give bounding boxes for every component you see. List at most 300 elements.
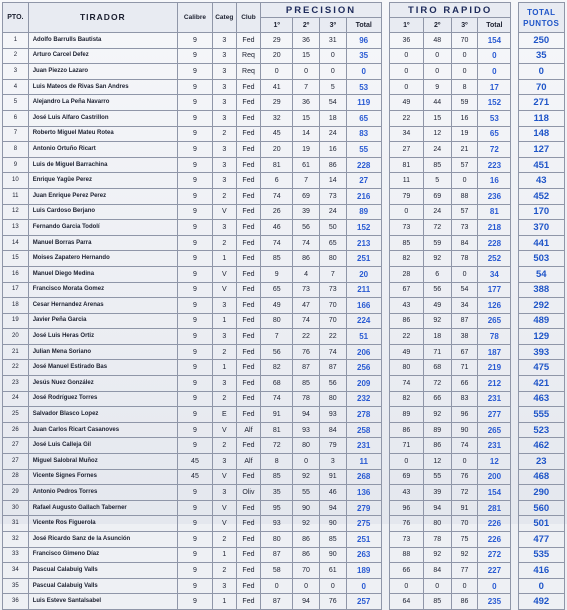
cell-categ: 3 <box>212 173 236 189</box>
cell-pto: 29 <box>3 485 29 501</box>
cell-precision-total: 0 <box>346 64 381 80</box>
cell-total-puntos: 560 <box>518 500 564 516</box>
cell-precision-1: 81 <box>261 157 293 173</box>
cell-precision-3: 80 <box>319 251 346 267</box>
cell-tirador: José Manuel Estirado Bas <box>28 360 177 376</box>
cell-precision-3: 56 <box>319 376 346 392</box>
cell-calibre: 9 <box>177 64 212 80</box>
cell-rapido-1: 74 <box>389 376 423 392</box>
column-gap <box>511 329 518 345</box>
cell-precision-2: 47 <box>293 298 320 314</box>
cell-rapido-1: 71 <box>389 438 423 454</box>
cell-rapido-2: 48 <box>423 33 451 49</box>
column-gap <box>381 500 389 516</box>
cell-precision-1: 87 <box>261 547 293 563</box>
header-club: Club <box>236 3 261 33</box>
cell-categ: 2 <box>212 126 236 142</box>
cell-pto: 11 <box>3 188 29 204</box>
column-gap <box>381 422 389 438</box>
cell-categ: V <box>212 469 236 485</box>
column-gap <box>381 376 389 392</box>
cell-rapido-total: 231 <box>478 438 511 454</box>
cell-rapido-1: 76 <box>389 516 423 532</box>
cell-precision-3: 73 <box>319 282 346 298</box>
cell-tirador: José Ricardo Sanz de la Asunción <box>28 532 177 548</box>
cell-tirador: Rafael Augusto Gallach Taberner <box>28 500 177 516</box>
cell-calibre: 9 <box>177 235 212 251</box>
cell-precision-1: 95 <box>261 500 293 516</box>
cell-precision-3: 76 <box>319 594 346 610</box>
cell-calibre: 9 <box>177 344 212 360</box>
cell-precision-1: 72 <box>261 438 293 454</box>
cell-precision-2: 94 <box>293 594 320 610</box>
cell-rapido-3: 91 <box>451 500 478 516</box>
cell-tirador: Luis Cardoso Berjano <box>28 204 177 220</box>
cell-total-puntos: 290 <box>518 485 564 501</box>
cell-total-puntos: 271 <box>518 95 564 111</box>
cell-tirador: José Luis Calleja Gil <box>28 438 177 454</box>
cell-tirador: Antonio Ortuño Ricart <box>28 142 177 158</box>
cell-precision-3: 22 <box>319 329 346 345</box>
cell-club: Fed <box>236 313 261 329</box>
cell-precision-1: 58 <box>261 563 293 579</box>
cell-total-puntos: 421 <box>518 376 564 392</box>
cell-precision-3: 70 <box>319 298 346 314</box>
cell-calibre: 9 <box>177 95 212 111</box>
cell-precision-3: 7 <box>319 266 346 282</box>
cell-rapido-1: 82 <box>389 391 423 407</box>
cell-categ: 3 <box>212 95 236 111</box>
table-row <box>3 313 565 329</box>
cell-precision-3: 70 <box>319 313 346 329</box>
column-gap <box>381 64 389 80</box>
cell-calibre: 9 <box>177 157 212 173</box>
cell-total-puntos: 463 <box>518 391 564 407</box>
cell-pto: 28 <box>3 469 29 485</box>
cell-club: Fed <box>236 329 261 345</box>
table-row <box>3 391 565 407</box>
cell-precision-1: 32 <box>261 110 293 126</box>
cell-tirador: Juan Carlos Ricart Casanoves <box>28 422 177 438</box>
cell-precision-total: 27 <box>346 173 381 189</box>
cell-tirador: Moises Zapatero Hernando <box>28 251 177 267</box>
column-gap <box>381 157 389 173</box>
cell-categ: V <box>212 282 236 298</box>
table-row <box>3 454 565 470</box>
cell-total-puntos: 127 <box>518 142 564 158</box>
cell-pto: 5 <box>3 95 29 111</box>
column-gap <box>381 438 389 454</box>
cell-categ: 1 <box>212 313 236 329</box>
cell-rapido-2: 24 <box>423 142 451 158</box>
column-gap <box>511 454 518 470</box>
header-calibre: Calibre <box>177 3 212 33</box>
column-gap <box>381 33 389 49</box>
cell-calibre: 9 <box>177 407 212 423</box>
cell-precision-total: 152 <box>346 220 381 236</box>
cell-rapido-1: 49 <box>389 344 423 360</box>
table-row <box>3 438 565 454</box>
cell-tirador: Salvador Blasco Lopez <box>28 407 177 423</box>
cell-rapido-3: 70 <box>451 33 478 49</box>
cell-rapido-total: 53 <box>478 110 511 126</box>
cell-precision-total: 83 <box>346 126 381 142</box>
cell-rapido-total: 81 <box>478 204 511 220</box>
table-row <box>3 188 565 204</box>
cell-precision-total: 268 <box>346 469 381 485</box>
cell-rapido-1: 43 <box>389 298 423 314</box>
cell-club: Fed <box>236 204 261 220</box>
cell-rapido-total: 227 <box>478 563 511 579</box>
cell-calibre: 9 <box>177 298 212 314</box>
cell-calibre: 9 <box>177 329 212 345</box>
cell-rapido-1: 66 <box>389 563 423 579</box>
cell-precision-3: 0 <box>319 64 346 80</box>
header-rapido-2: 2º <box>423 18 451 33</box>
cell-precision-1: 68 <box>261 376 293 392</box>
cell-pto: 6 <box>3 110 29 126</box>
cell-rapido-1: 88 <box>389 547 423 563</box>
cell-precision-3: 46 <box>319 485 346 501</box>
table-row <box>3 500 565 516</box>
cell-rapido-2: 56 <box>423 282 451 298</box>
cell-precision-1: 74 <box>261 188 293 204</box>
table-row <box>3 251 565 267</box>
cell-rapido-2: 89 <box>423 422 451 438</box>
cell-rapido-2: 85 <box>423 594 451 610</box>
cell-total-puntos: 489 <box>518 313 564 329</box>
cell-tirador: Julian Mena Soriano <box>28 344 177 360</box>
cell-precision-total: 278 <box>346 407 381 423</box>
column-gap <box>381 329 389 345</box>
cell-pto: 12 <box>3 204 29 220</box>
cell-calibre: 9 <box>177 48 212 64</box>
cell-tirador: Vicente Signes Fornes <box>28 469 177 485</box>
header-precision-1: 1º <box>261 18 293 33</box>
cell-precision-3: 90 <box>319 516 346 532</box>
column-gap <box>381 48 389 64</box>
cell-rapido-total: 272 <box>478 547 511 563</box>
cell-precision-2: 36 <box>293 33 320 49</box>
cell-total-puntos: 523 <box>518 422 564 438</box>
cell-precision-total: 53 <box>346 79 381 95</box>
cell-precision-2: 36 <box>293 95 320 111</box>
cell-rapido-2: 12 <box>423 454 451 470</box>
cell-rapido-1: 73 <box>389 532 423 548</box>
cell-precision-total: 11 <box>346 454 381 470</box>
cell-tirador: José Luis Alfaro Castrillon <box>28 110 177 126</box>
cell-pto: 34 <box>3 563 29 579</box>
cell-categ: V <box>212 516 236 532</box>
cell-calibre: 9 <box>177 376 212 392</box>
column-gap <box>381 407 389 423</box>
cell-precision-3: 50 <box>319 220 346 236</box>
cell-calibre: 9 <box>177 79 212 95</box>
cell-rapido-2: 39 <box>423 485 451 501</box>
column-gap <box>381 360 389 376</box>
table-row <box>3 532 565 548</box>
cell-rapido-2: 49 <box>423 298 451 314</box>
cell-club: Req <box>236 64 261 80</box>
column-gap <box>381 142 389 158</box>
cell-categ: 3 <box>212 157 236 173</box>
table-row <box>3 173 565 189</box>
cell-precision-2: 19 <box>293 142 320 158</box>
cell-pto: 16 <box>3 266 29 282</box>
cell-club: Fed <box>236 79 261 95</box>
column-gap <box>511 313 518 329</box>
cell-precision-3: 3 <box>319 454 346 470</box>
table-row <box>3 79 565 95</box>
cell-rapido-2: 69 <box>423 188 451 204</box>
cell-total-puntos: 555 <box>518 407 564 423</box>
cell-club: Fed <box>236 532 261 548</box>
cell-club: Oliv <box>236 485 261 501</box>
cell-club: Fed <box>236 594 261 610</box>
header-pto: PTO. <box>3 3 29 33</box>
cell-precision-1: 20 <box>261 48 293 64</box>
column-gap <box>381 126 389 142</box>
cell-tirador: Manuel Borras Parra <box>28 235 177 251</box>
column-gap <box>381 235 389 251</box>
table-row <box>3 48 565 64</box>
table-row <box>3 266 565 282</box>
cell-precision-total: 232 <box>346 391 381 407</box>
column-gap <box>381 282 389 298</box>
cell-total-puntos: 441 <box>518 235 564 251</box>
cell-tirador: Manuel Diego Medina <box>28 266 177 282</box>
cell-rapido-total: 154 <box>478 485 511 501</box>
cell-precision-2: 22 <box>293 329 320 345</box>
cell-club: Fed <box>236 95 261 111</box>
cell-tirador: Javier Peña Garcia <box>28 313 177 329</box>
column-gap <box>511 110 518 126</box>
cell-precision-3: 73 <box>319 188 346 204</box>
cell-tirador: Roberto Miguel Mateu Rotea <box>28 126 177 142</box>
cell-pto: 3 <box>3 64 29 80</box>
column-gap <box>381 266 389 282</box>
cell-precision-1: 45 <box>261 126 293 142</box>
cell-rapido-3: 74 <box>451 438 478 454</box>
cell-precision-total: 189 <box>346 563 381 579</box>
cell-rapido-total: 265 <box>478 422 511 438</box>
cell-club: Fed <box>236 344 261 360</box>
cell-rapido-2: 59 <box>423 235 451 251</box>
cell-rapido-1: 0 <box>389 578 423 594</box>
column-gap <box>381 344 389 360</box>
cell-pto: 35 <box>3 578 29 594</box>
cell-rapido-1: 89 <box>389 407 423 423</box>
cell-categ: V <box>212 266 236 282</box>
cell-rapido-2: 66 <box>423 391 451 407</box>
cell-club: Fed <box>236 547 261 563</box>
cell-precision-2: 70 <box>293 563 320 579</box>
cell-rapido-2: 15 <box>423 110 451 126</box>
column-gap <box>511 48 518 64</box>
cell-calibre: 9 <box>177 204 212 220</box>
cell-precision-3: 93 <box>319 407 346 423</box>
cell-precision-2: 7 <box>293 79 320 95</box>
cell-precision-1: 85 <box>261 469 293 485</box>
cell-pto: 2 <box>3 48 29 64</box>
cell-club: Fed <box>236 438 261 454</box>
table-row <box>3 485 565 501</box>
cell-rapido-total: 226 <box>478 532 511 548</box>
cell-rapido-2: 0 <box>423 578 451 594</box>
cell-calibre: 9 <box>177 485 212 501</box>
cell-rapido-3: 78 <box>451 251 478 267</box>
cell-rapido-3: 88 <box>451 188 478 204</box>
cell-rapido-1: 86 <box>389 313 423 329</box>
cell-precision-total: 224 <box>346 313 381 329</box>
cell-precision-2: 86 <box>293 251 320 267</box>
cell-precision-2: 69 <box>293 188 320 204</box>
cell-rapido-total: 223 <box>478 157 511 173</box>
cell-rapido-1: 82 <box>389 251 423 267</box>
cell-tirador: Luis de Miguel Barrachina <box>28 157 177 173</box>
cell-precision-2: 0 <box>293 578 320 594</box>
cell-tirador: Jesús Nuez González <box>28 376 177 392</box>
cell-rapido-2: 68 <box>423 360 451 376</box>
cell-rapido-2: 85 <box>423 157 451 173</box>
cell-club: Fed <box>236 563 261 579</box>
cell-rapido-2: 0 <box>423 48 451 64</box>
column-gap <box>381 173 389 189</box>
cell-club: Fed <box>236 235 261 251</box>
cell-rapido-total: 231 <box>478 391 511 407</box>
cell-calibre: 45 <box>177 454 212 470</box>
cell-pto: 17 <box>3 282 29 298</box>
cell-precision-2: 74 <box>293 235 320 251</box>
cell-precision-1: 80 <box>261 532 293 548</box>
cell-precision-2: 93 <box>293 422 320 438</box>
cell-total-puntos: 477 <box>518 532 564 548</box>
results-body <box>3 33 565 610</box>
cell-precision-total: 257 <box>346 594 381 610</box>
table-row <box>3 142 565 158</box>
cell-rapido-3: 72 <box>451 485 478 501</box>
cell-club: Req <box>236 48 261 64</box>
cell-calibre: 45 <box>177 469 212 485</box>
cell-pto: 8 <box>3 142 29 158</box>
cell-precision-2: 76 <box>293 344 320 360</box>
column-gap <box>511 578 518 594</box>
cell-precision-2: 7 <box>293 173 320 189</box>
cell-precision-2: 92 <box>293 469 320 485</box>
cell-precision-3: 85 <box>319 532 346 548</box>
column-gap <box>381 110 389 126</box>
column-gap <box>511 266 518 282</box>
cell-total-puntos: 35 <box>518 48 564 64</box>
cell-tirador: Luis Mateos de Rivas San Andres <box>28 79 177 95</box>
cell-precision-1: 0 <box>261 578 293 594</box>
cell-precision-3: 18 <box>319 110 346 126</box>
cell-total-puntos: 170 <box>518 204 564 220</box>
cell-pto: 4 <box>3 79 29 95</box>
cell-rapido-3: 0 <box>451 266 478 282</box>
cell-precision-3: 61 <box>319 563 346 579</box>
cell-tirador: Alejandro La Peña Navarro <box>28 95 177 111</box>
cell-rapido-total: 252 <box>478 251 511 267</box>
column-gap <box>511 204 518 220</box>
cell-total-puntos: 475 <box>518 360 564 376</box>
table-row <box>3 126 565 142</box>
cell-precision-1: 46 <box>261 220 293 236</box>
cell-precision-3: 87 <box>319 360 346 376</box>
cell-precision-total: 20 <box>346 266 381 282</box>
header-precision-3: 3º <box>319 18 346 33</box>
column-gap <box>511 251 518 267</box>
cell-precision-total: 89 <box>346 204 381 220</box>
cell-rapido-total: 177 <box>478 282 511 298</box>
cell-club: Fed <box>236 110 261 126</box>
column-gap <box>511 469 518 485</box>
cell-categ: 2 <box>212 344 236 360</box>
cell-pto: 27 <box>3 454 29 470</box>
cell-precision-total: 119 <box>346 95 381 111</box>
column-gap <box>381 298 389 314</box>
column-gap <box>511 594 518 610</box>
cell-rapido-total: 187 <box>478 344 511 360</box>
cell-categ: 3 <box>212 48 236 64</box>
cell-tirador: Miguel Salobral Muñoz <box>28 454 177 470</box>
column-gap <box>381 469 389 485</box>
cell-precision-1: 74 <box>261 235 293 251</box>
cell-club: Fed <box>236 142 261 158</box>
table-row <box>3 110 565 126</box>
cell-precision-1: 87 <box>261 594 293 610</box>
cell-club: Fed <box>236 282 261 298</box>
cell-rapido-3: 0 <box>451 64 478 80</box>
cell-precision-3: 0 <box>319 578 346 594</box>
cell-precision-total: 35 <box>346 48 381 64</box>
cell-rapido-2: 92 <box>423 547 451 563</box>
cell-pto: 15 <box>3 251 29 267</box>
cell-tirador: Luis Esteve Santalsabel <box>28 594 177 610</box>
header-total-puntos: TOTAL PUNTOS <box>518 3 564 33</box>
cell-tirador: Vicente Ros Figuerola <box>28 516 177 532</box>
cell-categ: 1 <box>212 251 236 267</box>
cell-pto: 14 <box>3 235 29 251</box>
cell-total-puntos: 250 <box>518 33 564 49</box>
cell-tirador: Fernando Garcia Todolí <box>28 220 177 236</box>
cell-rapido-3: 92 <box>451 547 478 563</box>
column-gap <box>511 422 518 438</box>
cell-rapido-2: 92 <box>423 313 451 329</box>
cell-categ: 3 <box>212 578 236 594</box>
cell-rapido-3: 59 <box>451 95 478 111</box>
cell-total-puntos: 23 <box>518 454 564 470</box>
cell-calibre: 9 <box>177 173 212 189</box>
cell-calibre: 9 <box>177 33 212 49</box>
cell-categ: 2 <box>212 532 236 548</box>
column-gap <box>511 3 518 33</box>
cell-precision-1: 49 <box>261 298 293 314</box>
cell-precision-2: 14 <box>293 126 320 142</box>
cell-rapido-1: 79 <box>389 188 423 204</box>
column-gap <box>381 485 389 501</box>
cell-rapido-total: 0 <box>478 64 511 80</box>
column-gap <box>511 547 518 563</box>
cell-rapido-3: 84 <box>451 235 478 251</box>
cell-pto: 1 <box>3 33 29 49</box>
cell-categ: 3 <box>212 110 236 126</box>
cell-precision-1: 6 <box>261 173 293 189</box>
cell-calibre: 9 <box>177 266 212 282</box>
cell-precision-2: 56 <box>293 220 320 236</box>
cell-pto: 30 <box>3 500 29 516</box>
column-gap <box>511 532 518 548</box>
